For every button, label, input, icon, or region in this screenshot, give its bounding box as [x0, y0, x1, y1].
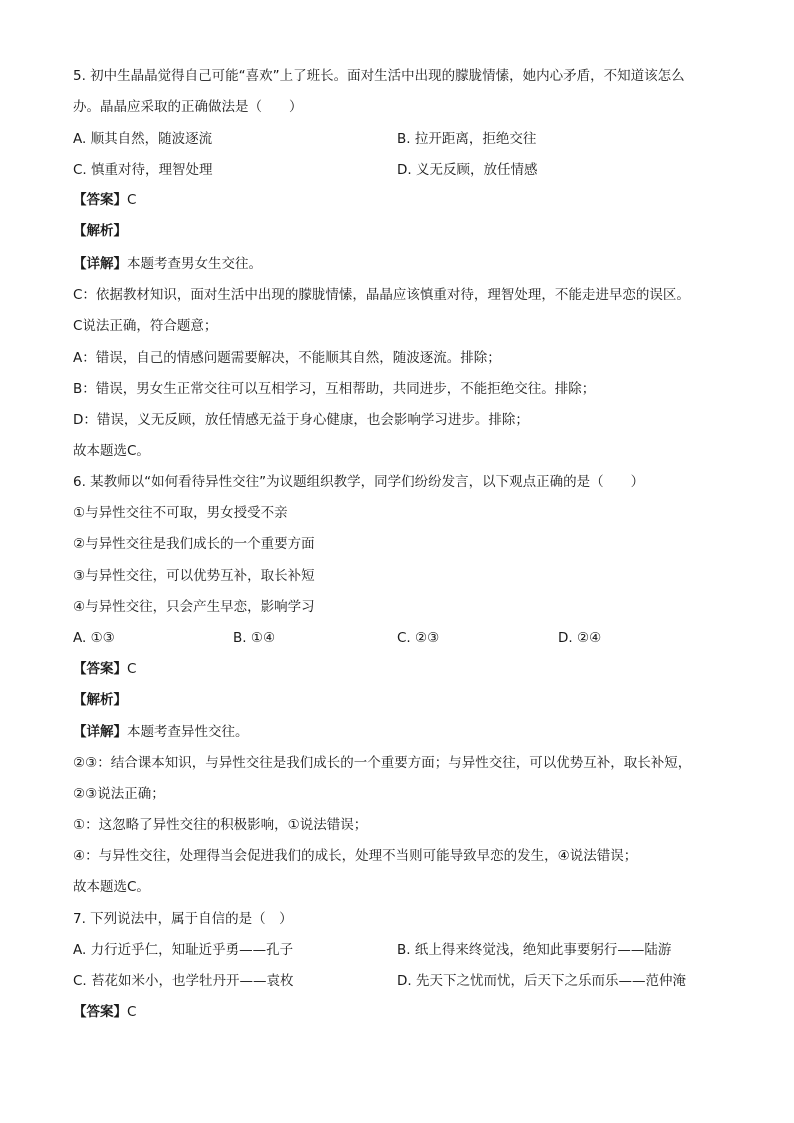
q6-option-c: C. ②③ — [397, 630, 440, 646]
q5-analysis-line: B：错误，男女生正常交往可以互相学习，互相帮助，共同进步，不能拒绝交往。排除； — [73, 381, 596, 397]
q6-analysis-line: ④：与异性交往，处理得当会促进我们的成长，处理不当则可能导致早恋的发生，④说法错误； — [73, 848, 638, 864]
answer-value: C — [127, 661, 137, 677]
answer-value: C — [127, 1004, 137, 1020]
q7-stem: 7. 下列说法中，属于自信的是（ ） — [73, 911, 293, 927]
q6-analysis-line: ①：这忽略了异性交往的积极影响，①说法错误； — [73, 817, 368, 833]
q6-statement: ①与异性交往不可取，男女授受不亲 — [73, 505, 288, 521]
q6-option-a: A. ①③ — [73, 630, 115, 646]
q5-detail — [73, 254, 262, 274]
q5-analysis-line: 故本题选C。 — [73, 443, 150, 459]
q5-stem-line1: 5. 初中生晶晶觉得自己可能“喜欢”上了班长。面对生活中出现的朦胧情愫，她内心矛盾，不知道该怎么 — [73, 68, 685, 84]
q6-analysis-line: ②③：结合课本知识，与异性交往是我们成长的一个重要方面；与异性交往，可以优势互补，取长补短， — [73, 755, 692, 771]
q5-analysis-line: D：错误，义无反顾，放任情感无益于身心健康，也会影响学习进步。排除； — [73, 412, 529, 428]
q6-detail — [73, 722, 249, 742]
q5-analysis-line: A：错误，自己的情感问题需要解决，不能顺其自然，随波逐流。排除； — [73, 350, 501, 366]
q5-stem-line2: 办。晶晶应采取的正确做法是（ ） — [73, 99, 303, 115]
q6-statement: ③与异性交往，可以优势互补，取长补短 — [73, 568, 315, 584]
q6-option-d: D. ②④ — [558, 630, 602, 646]
q5-option-b: B. 拉开距离，拒绝交往 — [397, 131, 537, 147]
answer-tag: 【答案】 — [73, 1004, 127, 1020]
answer-tag: 【答案】 — [73, 661, 127, 677]
q6-answer — [73, 659, 136, 679]
answer-value: C — [127, 192, 137, 208]
q6-analysis-line: 故本题选C。 — [73, 879, 150, 895]
q5-option-a: A. 顺其自然，随波逐流 — [73, 131, 213, 147]
q7-option-a: A. 力行近乎仁，知耻近乎勇——孔子 — [73, 942, 294, 958]
q5-analysis-line: C说法正确，符合题意； — [73, 318, 218, 334]
detail-text: 本题考查异性交往。 — [127, 724, 249, 740]
detail-tag: 【详解】 — [73, 256, 127, 272]
q6-analysis-line: ②③说法正确； — [73, 786, 165, 802]
q7-option-c: C. 苔花如米小，也学牡丹开——袁枚 — [73, 973, 294, 989]
detail-tag: 【详解】 — [73, 724, 127, 740]
q7-option-d: D. 先天下之忧而忧，后天下之乐而乐——范仲淹 — [397, 973, 686, 989]
detail-text: 本题考查男女生交往。 — [127, 256, 262, 272]
q5-option-c: C. 慎重对待，理智处理 — [73, 162, 213, 178]
q6-stem: 6. 某教师以“如何看待异性交往”为议题组织教学，同学们纷纷发言，以下观点正确的是（ ） — [73, 474, 645, 490]
answer-tag: 【答案】 — [73, 192, 127, 208]
q6-option-b: B. ①④ — [233, 630, 276, 646]
q5-answer — [73, 190, 136, 210]
q6-statement: ④与异性交往，只会产生早恋，影响学习 — [73, 599, 315, 615]
q6-statement: ②与异性交往是我们成长的一个重要方面 — [73, 536, 315, 552]
q7-option-b: B. 纸上得来终觉浅，绝知此事要躬行——陆游 — [397, 942, 672, 958]
q5-analysis-line: C：依据教材知识，面对生活中出现的朦胧情愫，晶晶应该慎重对待，理智处理，不能走进早恋的误区。 — [73, 287, 690, 303]
q5-option-d: D. 义无反顾，放任情感 — [397, 162, 538, 178]
q5-analysis-tag: 【解析】 — [73, 223, 127, 239]
q7-answer — [73, 1002, 136, 1022]
q6-analysis-tag: 【解析】 — [73, 692, 127, 708]
